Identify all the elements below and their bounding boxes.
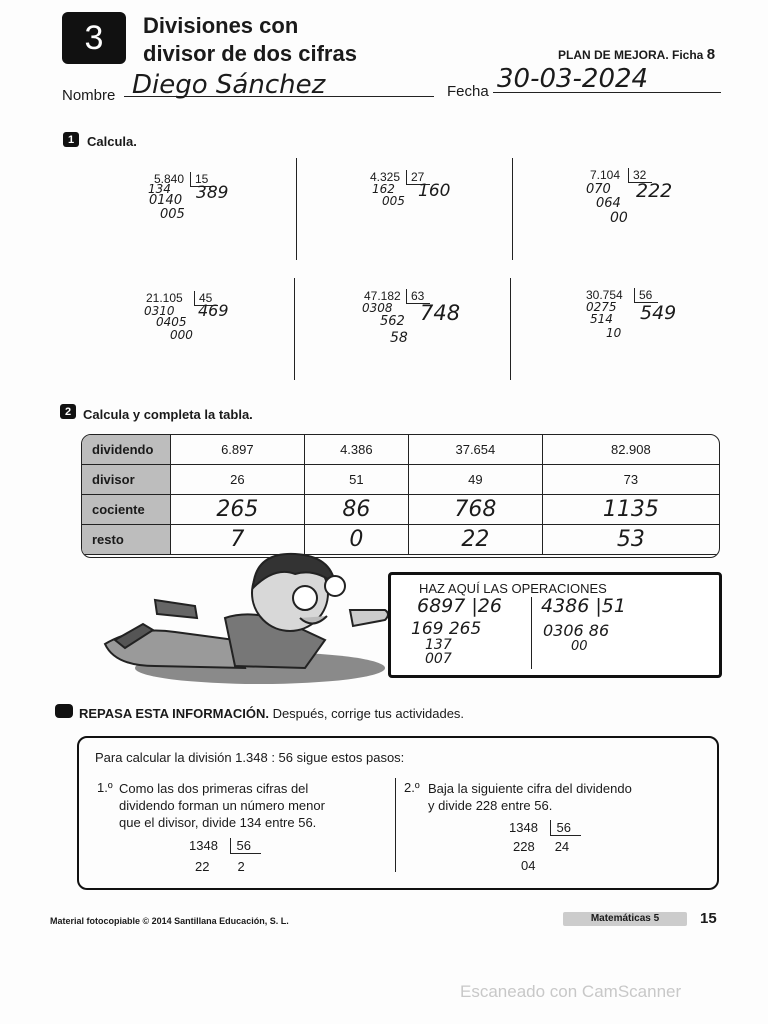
fecha-value: 30-03-2024 xyxy=(497,64,649,94)
step-1-division: 1348 56 22 2 xyxy=(189,838,261,874)
exercise-1-title: Calcula. xyxy=(87,134,137,149)
subject-label: Matemáticas 5 xyxy=(563,912,687,926)
page-title: Divisiones con divisor de dos cifras xyxy=(143,13,357,66)
nombre-label: Nombre xyxy=(62,87,116,104)
copyright: Material fotocopiable © 2014 Santillana Educación, S. L. xyxy=(50,916,289,926)
step-2-text: Baja la siguiente cifra del dividendo y divide 228 entre 56. xyxy=(428,781,632,813)
unit-number-badge: 3 xyxy=(62,12,126,64)
division-exercise: 5.840 15 134 0140 005 389 xyxy=(148,172,229,222)
plan-label: PLAN DE MEJORA. Ficha 8 xyxy=(558,46,716,63)
info-box: Para calcular la división 1.348 : 56 sigue estos pasos: 1.º Como las dos primeras cifras del dividendo forman un número menor que el divisor, divide 134 entre 56. 1348 56 22 2 2.º Baja la siguiente cifra del dividendo y divide 228 entre 56. 1348 56 228 24 04 xyxy=(77,736,719,890)
results-table xyxy=(81,434,720,558)
division-exercise: 47.182 63 0308 562 58 748 xyxy=(362,289,461,346)
division-exercise: 4.325 27 162 005 160 xyxy=(370,170,451,208)
repasa-icon xyxy=(55,704,73,718)
info-intro: Para calcular la división 1.348 : 56 sigue estos pasos: xyxy=(95,750,405,765)
grid-divider xyxy=(296,158,297,260)
child-illustration xyxy=(95,548,395,693)
grid-divider xyxy=(510,278,511,380)
camscanner-watermark: Escaneado con CamScanner xyxy=(460,982,682,1001)
exercise-1-number: 1 xyxy=(63,132,79,147)
table-row: cociente 265 86 768 1135 xyxy=(82,495,720,525)
step-1-text: Como las dos primeras cifras del dividendo forman un número menor que el divisor, divide 134 entre 56. xyxy=(119,781,325,830)
table-row: dividendo 6.897 4.386 37.654 82.908 xyxy=(82,435,720,465)
table-row: divisor 26 51 49 73 xyxy=(82,465,720,495)
repasa-title: REPASA ESTA INFORMACIÓN. Después, corrige tus actividades. xyxy=(79,706,465,721)
division-exercise: 7.104 32 070 064 00 222 xyxy=(586,168,673,226)
exercise-2-title: Calcula y completa la tabla. xyxy=(83,407,253,422)
division-exercise: 21.105 45 0310 0405 000 469 xyxy=(144,291,229,342)
page-number: 15 xyxy=(700,910,717,927)
fecha-label: Fecha xyxy=(447,83,489,100)
operations-board: HAZ AQUÍ LAS OPERACIONES 6897 |26 169 265 137 007 4386 |51 0306 86 00 xyxy=(388,572,722,678)
board-divider xyxy=(531,597,532,669)
division-exercise: 30.754 56 0275 514 10 549 xyxy=(586,288,677,340)
info-divider xyxy=(395,778,396,872)
board-title: HAZ AQUÍ LAS OPERACIONES xyxy=(419,581,607,596)
step-2-division: 1348 56 228 24 04 xyxy=(509,820,581,873)
exercise-2-number: 2 xyxy=(60,404,76,419)
table-row: resto 7 0 22 53 xyxy=(82,525,720,555)
grid-divider xyxy=(294,278,295,380)
grid-divider xyxy=(512,158,513,260)
nombre-value: Diego Sánchez xyxy=(132,70,326,100)
